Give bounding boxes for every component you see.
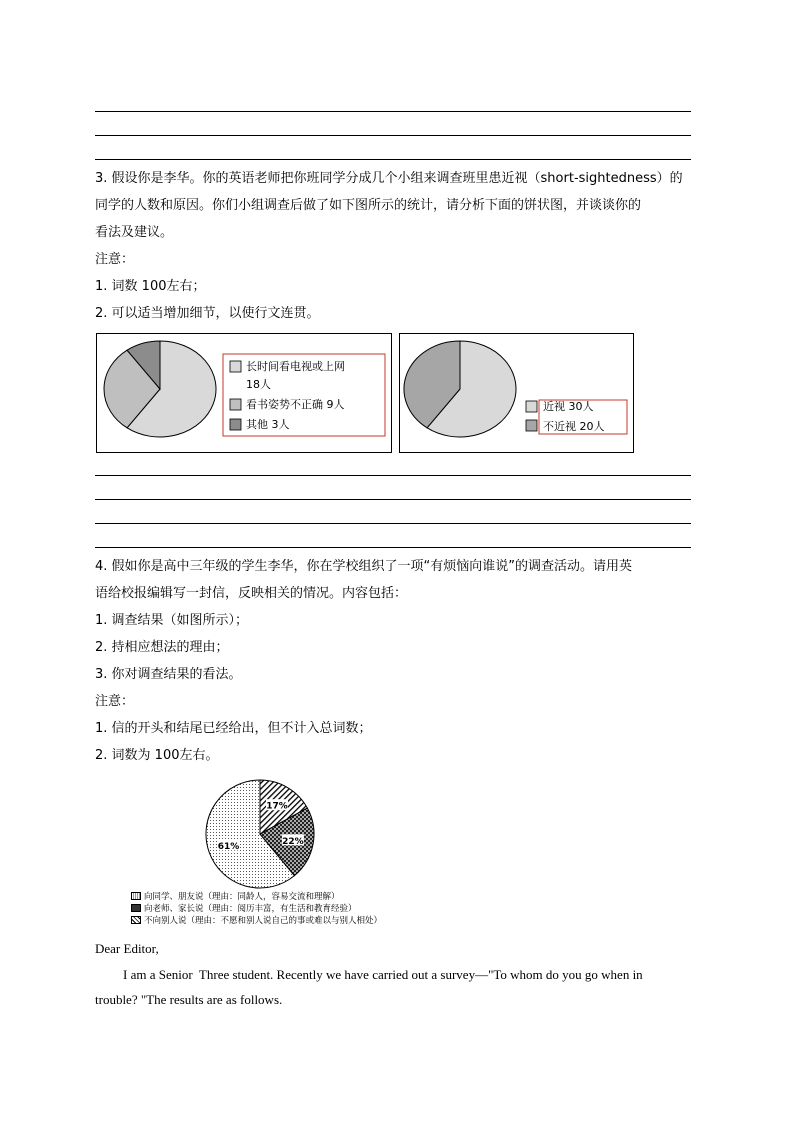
legend-swatch-posture <box>230 399 241 410</box>
answer-line <box>95 523 691 524</box>
q4-note-1: 1. 信的开头和结尾已经给出，但不计入总词数； <box>95 721 372 736</box>
legend-swatch-not-myopic <box>526 420 537 431</box>
q4-item-1: 1. 调查结果（如图所示）； <box>95 613 249 628</box>
q4-item-3: 3. 你对调查结果的看法。 <box>95 667 242 682</box>
dots-swatch-icon <box>131 892 141 900</box>
q4-note-title: 注意： <box>95 694 135 709</box>
q4-note-2: 2. 词数为 100左右。 <box>95 748 219 763</box>
q3-note-1: 1. 词数 100左右； <box>95 279 206 294</box>
q4-line-1: 4. 假如你是高中三年级的学生李华，你在学校组织了一项“有烦恼向谁说”的调查活动。请用英 <box>95 559 633 574</box>
legend-label-tv-count: 18人 <box>246 378 271 391</box>
legend-swatch-myopic <box>526 401 537 412</box>
legend-label-tv: 长时间看电视或上网 <box>246 360 345 373</box>
q3-line-1: 3. 假设你是李华。你的英语老师把你班同学分成几个小组来调查班里患近视（short-sightedness）的 <box>95 171 683 186</box>
checker-swatch-icon <box>131 904 141 912</box>
q4-item-2: 2. 持相应想法的理由； <box>95 640 229 655</box>
pie-chart-survey <box>200 778 320 890</box>
legend-label-other: 其他 3人 <box>246 418 290 431</box>
survey-legend-item-2 <box>131 904 357 914</box>
survey-legend-label-3: 不向别人说（理由：不愿和别人说自己的事或难以与别人相处） <box>144 916 383 926</box>
legend-swatch-tv <box>230 361 241 372</box>
legend-label-posture: 看书姿势不正确 9人 <box>246 398 345 411</box>
hatch-swatch-icon <box>131 916 141 924</box>
letter-greeting: Dear Editor, <box>95 941 159 956</box>
legend-swatch-other <box>230 419 241 430</box>
letter-body-line-2: trouble? "The results are as follows. <box>95 992 283 1007</box>
pie-chart-myopia <box>399 333 635 453</box>
answer-line <box>95 547 691 548</box>
legend-label-not-myopic: 不近视 20人 <box>543 420 605 433</box>
survey-legend-item-3 <box>131 916 382 926</box>
answer-line <box>95 159 691 160</box>
q3-line-3: 看法及建议。 <box>95 225 174 240</box>
answer-line <box>95 111 691 112</box>
q4-line-2: 语给校报编辑写一封信，反映相关的情况。内容包括： <box>95 586 408 601</box>
q3-line-2: 同学的人数和原因。你们小组调查后做了如下图所示的统计，请分析下面的饼状图，并谈谈你的 <box>95 198 642 213</box>
q3-note-title: 注意： <box>95 252 135 267</box>
q3-note-2: 2. 可以适当增加细节，以使行文连贯。 <box>95 306 320 321</box>
pie-chart-causes <box>96 333 392 453</box>
legend-label-myopic: 近视 30人 <box>543 400 594 413</box>
survey-legend-label-2: 向老师、家长说（理由：阅历丰富，有生活和教育经验） <box>144 904 357 914</box>
survey-legend-item-1 <box>131 892 340 902</box>
pie3-data-label-3: 17% <box>266 801 288 812</box>
pie3-data-label-2: 22% <box>282 836 304 847</box>
answer-line <box>95 475 691 476</box>
survey-legend-label-1: 向同学、朋友说（理由：同龄人，容易交流和理解） <box>144 892 340 902</box>
answer-line <box>95 499 691 500</box>
answer-line <box>95 135 691 136</box>
pie3-data-label-1: 61% <box>217 841 240 852</box>
letter-body-line-1: I am a Senior Three student. Recently we have carried out a survey—"To whom do you go when in <box>123 967 643 982</box>
